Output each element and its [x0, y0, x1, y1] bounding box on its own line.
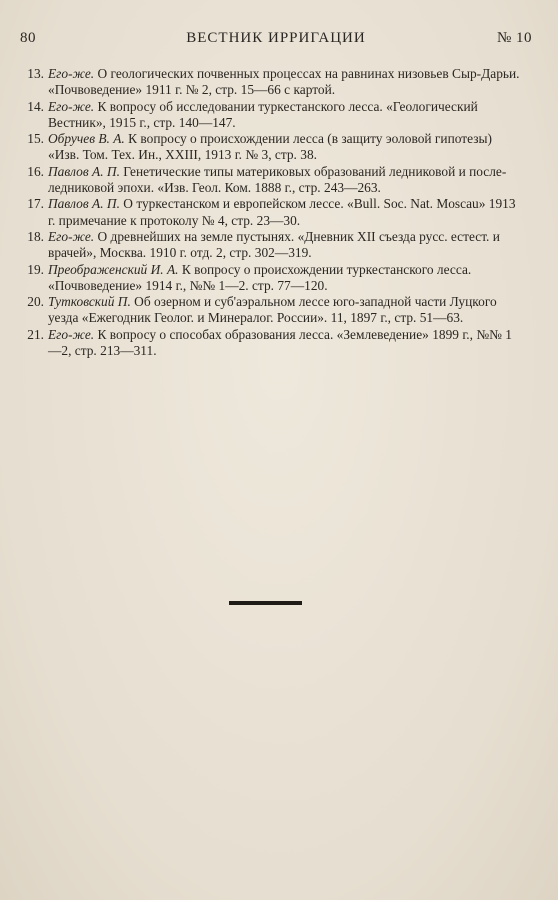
- reference-author: Тутковский П.: [48, 294, 131, 310]
- reference-text: К вопросу о способах образования лесса. «Землеведение» 1899 г., №№ 1—2, стр. 213—311.: [48, 326, 512, 359]
- reference-item: [27, 326, 524, 360]
- reference-item: [27, 66, 524, 99]
- reference-text: К вопросу об исследовании туркестанского лесса. «Геологический Вестник», 1915 г., стр. 140—147.: [48, 98, 478, 130]
- reference-number: 15.: [27, 131, 44, 147]
- reference-author: Его-же.: [48, 228, 95, 244]
- reference-text: О туркестанском и европейском лессе. «Bull. Soc. Nat. Moscau» 1913 г. примечание к протоколу № 4, стр. 23—30.: [48, 196, 516, 228]
- reference-item: [27, 294, 524, 327]
- issue-number: № 10: [496, 30, 532, 46]
- reference-text: Генетические типы материковых образований ледниковой и после-ледниковой эпохи. «Изв. Геол. Ком. 1888 г., стр. 243—263.: [48, 163, 507, 196]
- reference-number: 13.: [27, 66, 44, 81]
- reference-item: [27, 163, 524, 197]
- reference-item: [27, 98, 524, 132]
- reference-author: Преображенский И. А.: [48, 261, 179, 277]
- reference-item: [27, 228, 524, 262]
- reference-number: 18.: [27, 228, 44, 244]
- reference-item: [27, 261, 524, 295]
- reference-list: [27, 66, 524, 359]
- reference-number: 19.: [27, 261, 44, 277]
- reference-author: Его-же.: [48, 326, 95, 342]
- reference-author: Павлов А. П.: [48, 163, 120, 179]
- reference-text: Об озерном и суб'аэральном лессе юго-западной части Луцкого уезда «Ежегодник Геолог. и Минералог. России». 11, 1897 г., стр. 51—63.: [48, 294, 497, 326]
- reference-text: О древнейших на земле пустынях. «Дневник XII съезда русс. естест. и врачей», Москва. 1910 г. отд. 2, стр. 302—319.: [48, 228, 500, 261]
- reference-text: О геологических почвенных процессах на равнинах низовьев Сыр-Дарьи. «Почвоведение» 1911 г. № 2, стр. 15—66 с картой.: [48, 66, 520, 98]
- journal-title: ВЕСТНИК ИРРИГАЦИИ: [186, 30, 366, 46]
- reference-number: 14.: [27, 98, 44, 114]
- reference-author: Обручев В. А.: [48, 131, 125, 147]
- reference-number: 21.: [27, 326, 44, 342]
- reference-text: К вопросу о происхождении лесса (в защиту эоловой гипотезы) «Изв. Том. Тех. Ин., XXIII, 1913 г. № 3, стр. 38.: [48, 131, 492, 163]
- reference-author: Его-же.: [48, 98, 95, 114]
- reference-author: Павлов А. П.: [48, 196, 120, 212]
- running-header: [20, 30, 532, 50]
- reference-text: К вопросу о происхождении туркестанского лесса. «Почвоведение» 1914 г., №№ 1—2. стр. 77—120.: [48, 261, 472, 293]
- section-end-rule: [229, 601, 302, 605]
- reference-author: Его-же.: [48, 66, 95, 81]
- reference-number: 16.: [27, 163, 44, 179]
- reference-item: [27, 131, 524, 164]
- reference-number: 17.: [27, 196, 44, 212]
- reference-number: 20.: [27, 294, 44, 310]
- reference-item: [27, 196, 524, 229]
- page-number: 80: [20, 30, 36, 46]
